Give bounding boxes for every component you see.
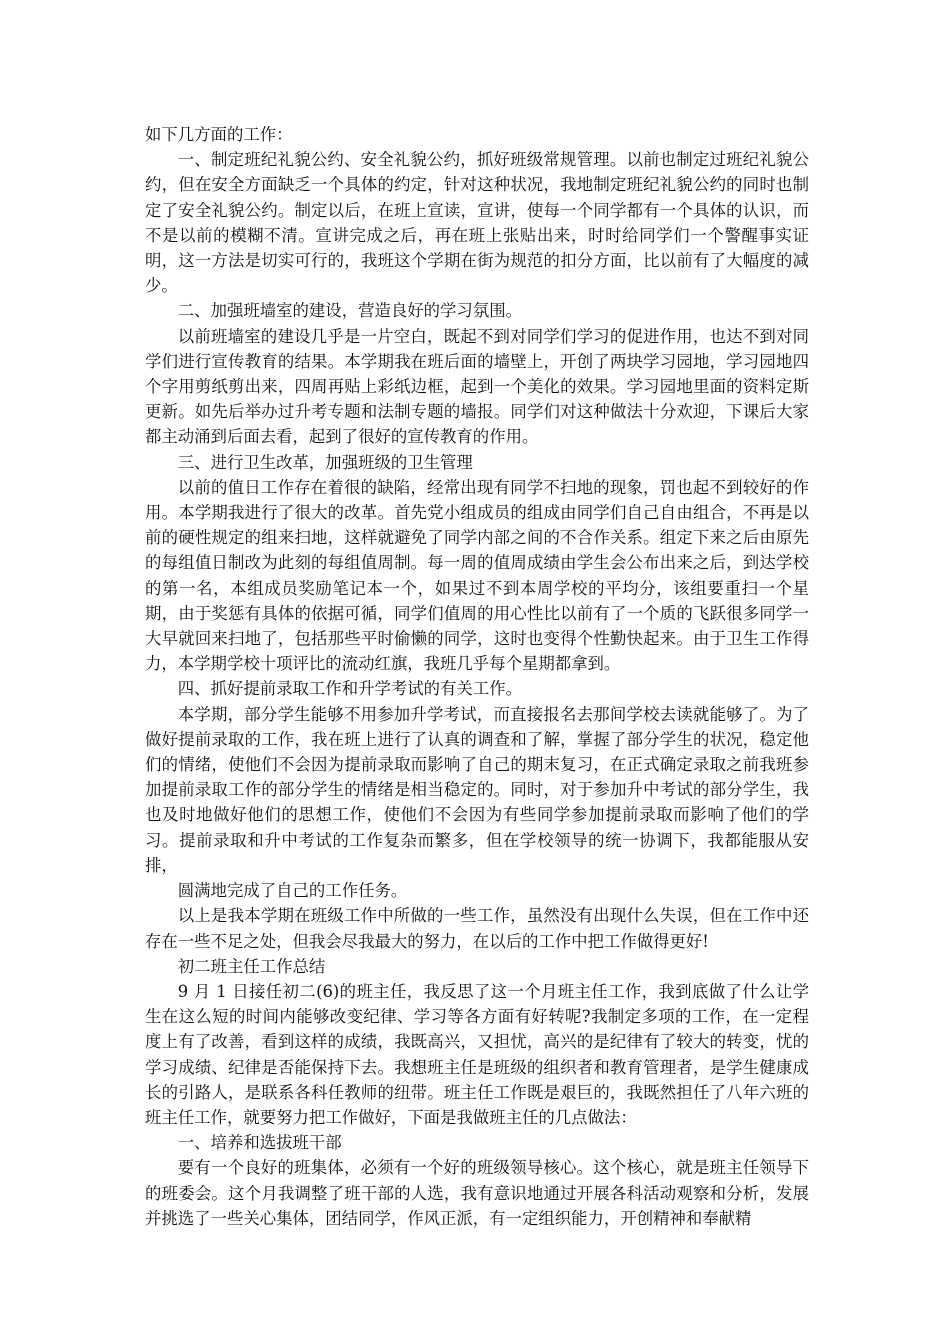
paragraph-summary-intro: 9 月 1 日接任初二(6)的班主任，我反思了这一个月班主任工作，我到底做了什么让学生在这么短的时间内能够改变纪律、学习等各方面有好转呢?我制定多项的工作，在一定程度上有了改善，看到这样的成绩，我既高兴，又担忧，高兴的是纪律有了较大的转变，忧的学习成绩、纪律是否能保持下去。我想班主任是班级的组织者和教育管理者，是学生健康成长的引路人，是联系各科任教师的纽带。班主任工作既是艰巨的，我既然担任了八年六班的班主任工作，就要努力把工作做好，下面是我做班主任的几点做法：: [145, 981, 809, 1127]
paragraph-section-3: 以前的值日工作存在着很的缺陷，经常出现有同学不扫地的现象，罚也起不到较好的作用。本学期我进行了很大的改革。首先党小组成员的组成由同学们自己自由组合，不再是以前的硬性规定的组来扫地，这样就避免了同学内部之间的不合作关系。组定下来之后由原先的每组值日制改为此刻的每组值周制。每一周的值周成绩由学生会公布出来之后，到达学校的第一名，本组成员奖励笔记本一个，如果过不到本周学校的平均分，该组要重扫一个星期，由于奖惩有具体的依据可循，同学们值周的用心性比以前有了一个质的飞跃很多同学一大早就回来扫地了，包括那些平时偷懒的同学，这时也变得个性勤快起来。由于卫生工作得力，本学期学校十项评比的流动红旗，我班几乎每个星期都拿到。: [145, 477, 809, 674]
paragraph-completion: 圆满地完成了自己的工作任务。: [177, 881, 408, 901]
paragraph-conclusion: 以上是我本学期在班级工作中所做的一些工作，虽然没有出现什么失误，但在工作中还存在一些不足之处，但我会尽我最大的努力，在以后的工作中把工作做得更好!: [145, 906, 809, 951]
heading-section-3: 三、进行卫生改革，加强班级的卫生管理: [177, 452, 473, 472]
heading-section-4: 四、抓好提前录取工作和升学考试的有关工作。: [177, 679, 522, 699]
paragraph-cadre: 要有一个良好的班集体，必须有一个好的班级领导核心。这个核心，就是班主任领导下的班委会。这个月我调整了班干部的人选，我有意识地通过开展各科活动观察和分析，发展并挑选了一些关心集体，团结同学，作风正派，有一定组织能力，开创精神和奉献精: [145, 1158, 809, 1228]
paragraph-section-4: 本学期，部分学生能够不用参加升学考试，而直接报名去那间学校去读就能够了。为了做好提前录取的工作，我在班上进行了认真的调查和了解，掌握了部分学生的状况，稳定他们的情绪，使他们不会因为提前录取而影响了自己的期末复习，在正式确定录取之前我班参加提前录取工作的部分学生的情绪是相当稳定的。同时，对于参加升中考试的部分学生，我也及时地做好他们的思想工作，使他们不会因为有些同学参加提前录取而影响了他们的学习。提前录取和升中考试的工作复杂而繁多，但在学校领导的统一协调下，我都能服从安排，: [145, 704, 809, 875]
paragraph-section-2: 以前班墙室的建设几乎是一片空白，既起不到对同学们学习的促进作用，也达不到对同学们进行宣传教育的结果。本学期我在班后面的墙壁上，开创了两块学习园地，学习园地四个字用剪纸剪出来，四周再贴上彩纸边框，起到一个美化的效果。学习园地里面的资料定斯更新。如先后举办过升考专题和法制专题的墙报。同学们对这种做法十分欢迎，下课后大家都主动涌到后面去看，起到了很好的宣传教育的作用。: [145, 326, 809, 447]
document-subtitle: 初二班主任工作总结: [177, 956, 326, 976]
heading-section-2: 二、加强班墙室的建设，营造良好的学习氛围。: [177, 301, 522, 321]
paragraph-intro: 如下几方面的工作：: [145, 125, 293, 144]
document-body: [145, 122, 809, 1231]
paragraph-section-1: 一、制定班纪礼貌公约、安全礼貌公约，抓好班级常规管理。以前也制定过班纪礼貌公约，但在安全方面缺乏一个具体的约定，针对这种状况，我地制定班纪礼貌公约的同时也制定了安全礼貌公约。制定以后，在班上宣读，宣讲，使每一个同学都有一个具体的认识，而不是以前的模糊不清。宣讲完成之后，再在班上张贴出来，时时给同学们一个警醒事实证明，这一方法是切实可行的，我班这个学期在街为规范的扣分方面，比以前有了大幅度的减少。: [145, 150, 809, 296]
heading-cadre: 一、培养和选拔班干部: [177, 1133, 342, 1153]
